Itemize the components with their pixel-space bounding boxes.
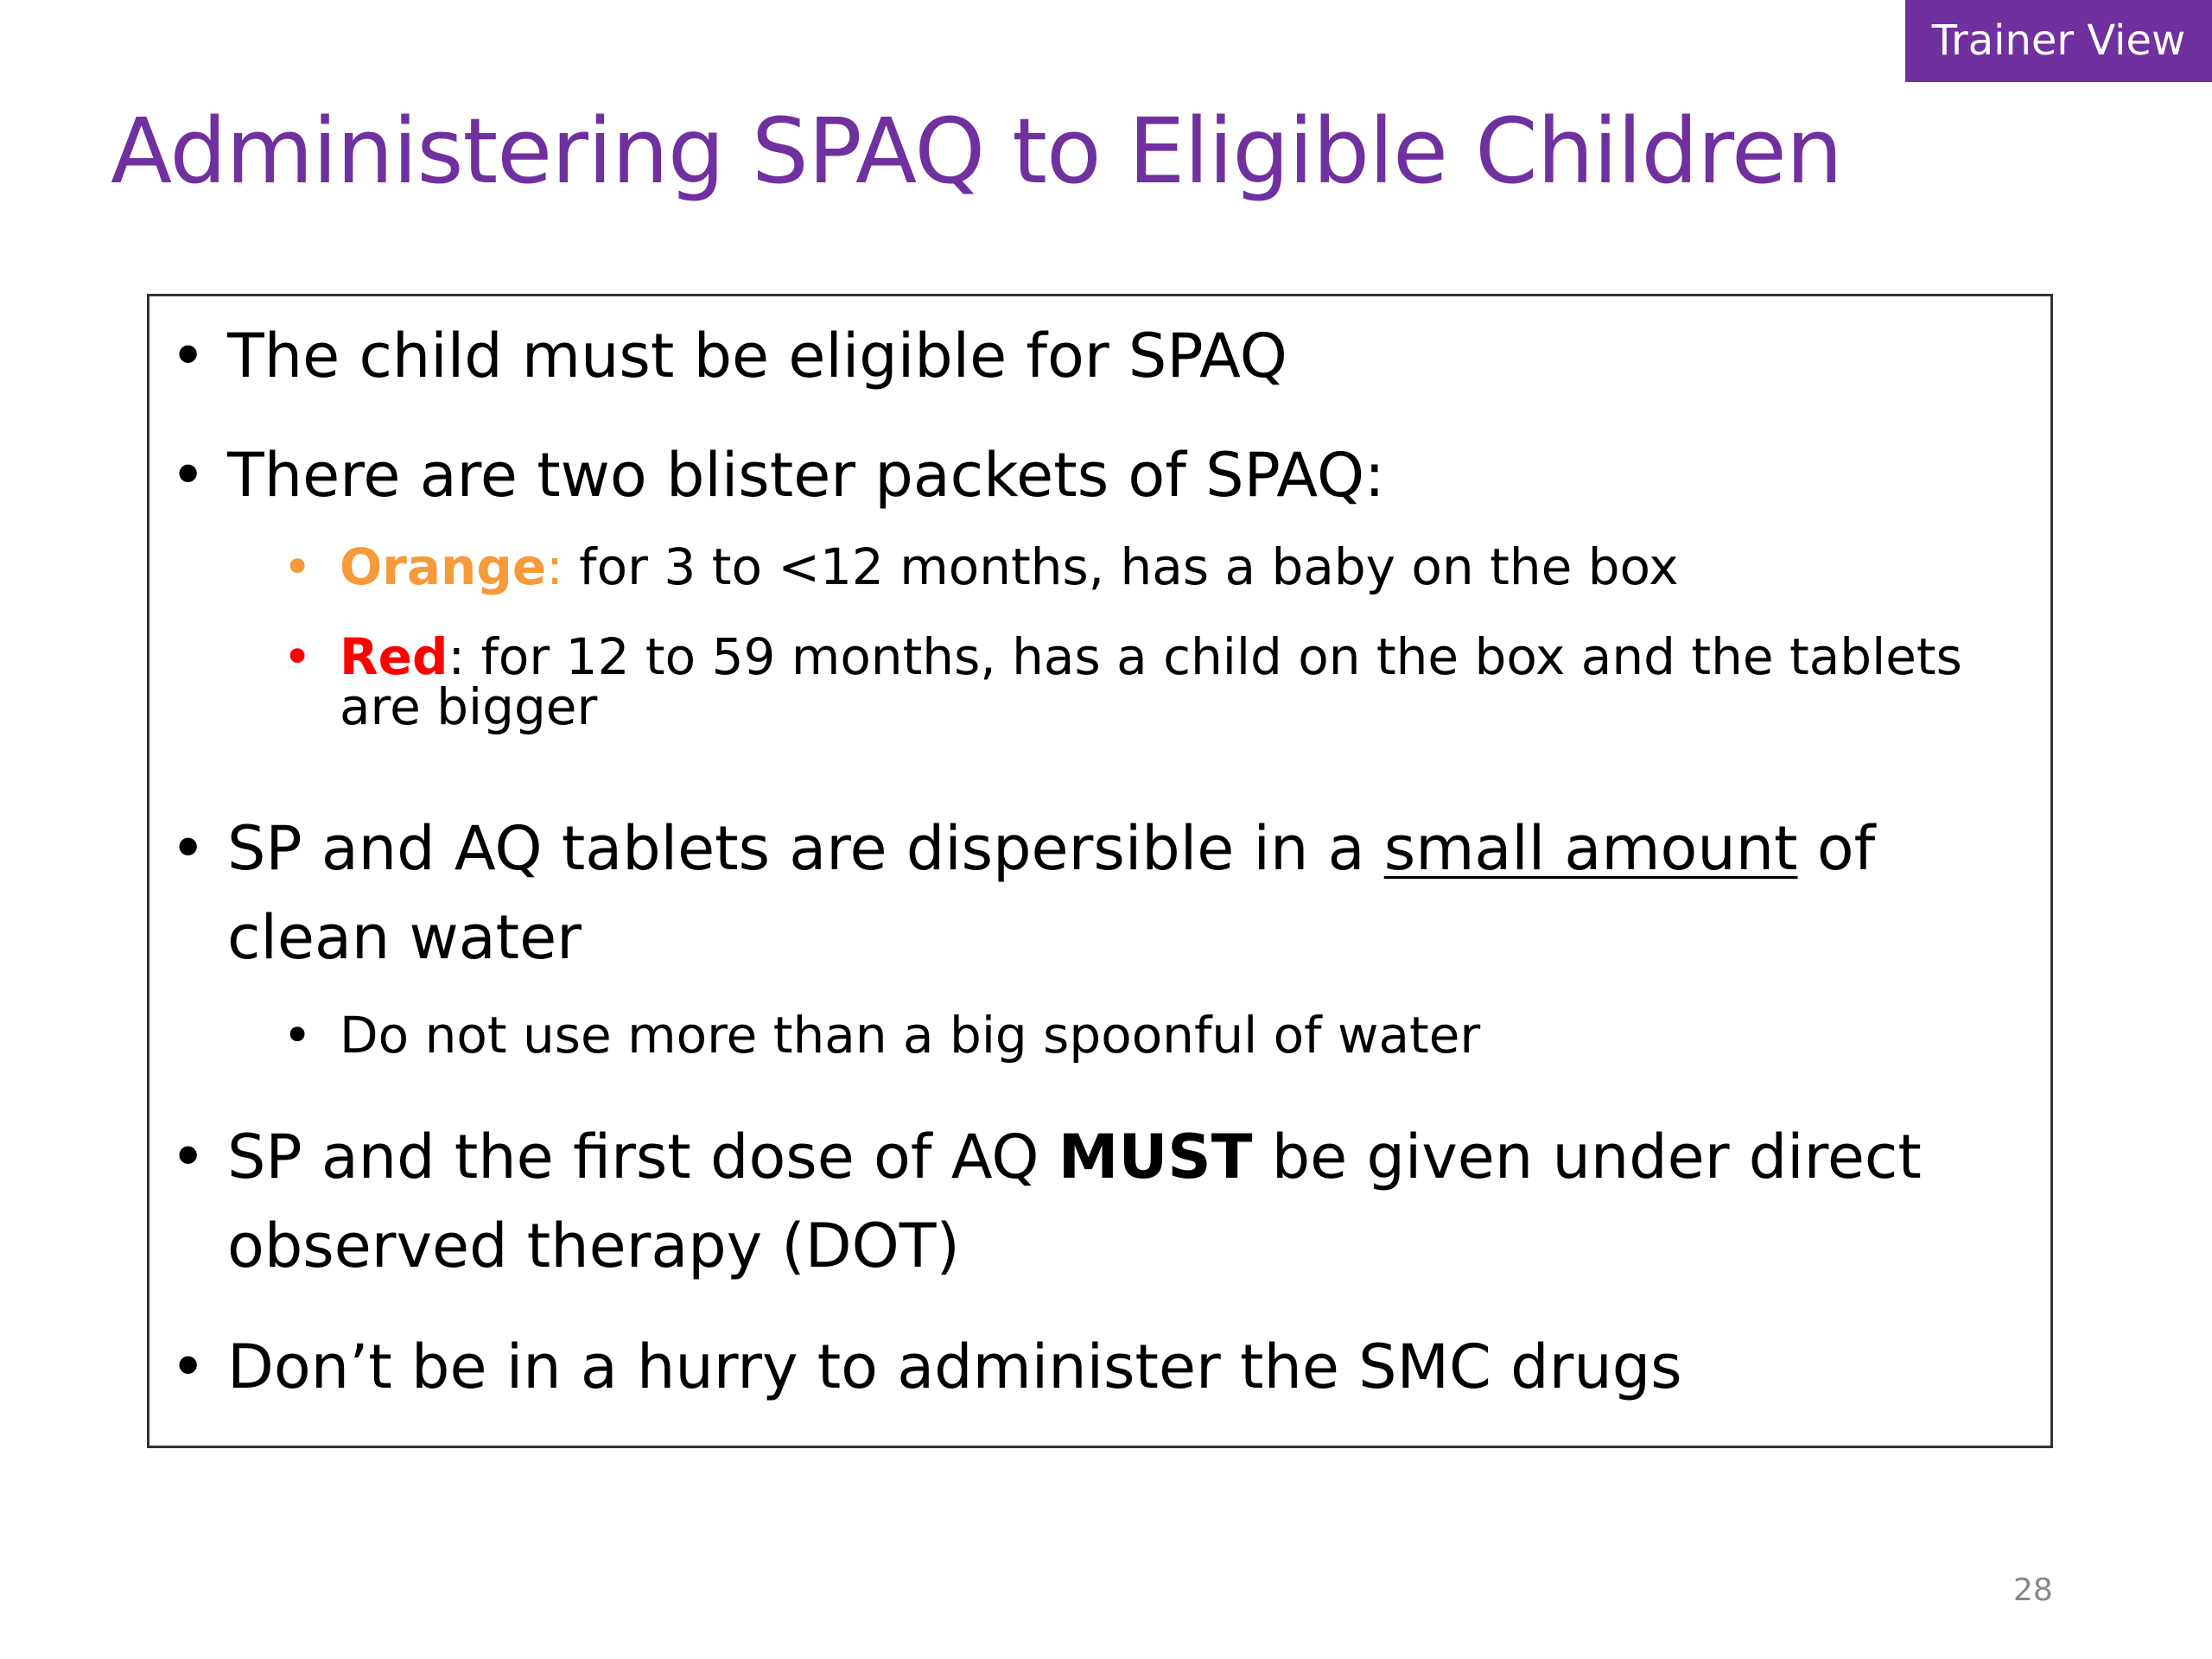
bullet-dot: •: [283, 627, 313, 686]
bullet-dot: •: [170, 321, 207, 391]
bullet-eligibility: [170, 312, 2024, 401]
sub-bullet-orange: [283, 537, 2033, 596]
bold-text: MUST: [1058, 1122, 1253, 1192]
trainer-view-badge: Trainer View: [1905, 0, 2212, 82]
bullet-text: SP and the first dose of AQ: [227, 1122, 1058, 1192]
bullet-dot: •: [170, 440, 207, 511]
slide-title: Administering SPAQ to Eligible Children: [111, 99, 1842, 204]
bullet-dot: •: [170, 1122, 207, 1192]
bullet-blister-packets: [170, 431, 2024, 520]
bullet-text: There are two blister packets of SPAQ:: [227, 440, 1385, 511]
red-label: Red: [340, 627, 448, 686]
orange-label: Orange: [340, 537, 547, 596]
bullet-text: be given under direct observed therapy (DOT): [227, 1122, 1922, 1281]
bullet-dot: •: [170, 813, 207, 884]
bullet-dot: •: [283, 537, 313, 596]
bullet-no-hurry: [170, 1323, 2024, 1412]
sub-bullet-text: Do not use more than a big spoonful of water: [340, 1006, 1481, 1065]
sub-bullet-red: [283, 627, 2033, 736]
content-box: [147, 294, 2053, 1448]
sub-bullet-spoonful: [283, 1006, 2033, 1065]
bullet-dot-therapy: [170, 1113, 2024, 1291]
orange-colon: :: [546, 537, 563, 596]
bullet-dot: •: [170, 1332, 207, 1402]
bullet-text: SP and AQ tablets are dispersible in a: [227, 813, 1384, 884]
bullet-text: Don’t be in a hurry to administer the SMC drugs: [227, 1332, 1682, 1402]
sub-bullet-text: : for 12 to 59 months, has a child on the box and the tablets are bigger: [340, 627, 1962, 736]
bullet-text: of clean water: [227, 813, 1876, 973]
bullet-dispersible: [170, 804, 2024, 982]
page-number: 28: [2013, 1573, 2053, 1608]
underlined-text: small amount: [1383, 813, 1798, 884]
bullet-dot: •: [283, 1006, 313, 1065]
bullet-text: The child must be eligible for SPAQ: [227, 321, 1287, 391]
sub-bullet-text: for 3 to <12 months, has a baby on the box: [563, 537, 1679, 596]
